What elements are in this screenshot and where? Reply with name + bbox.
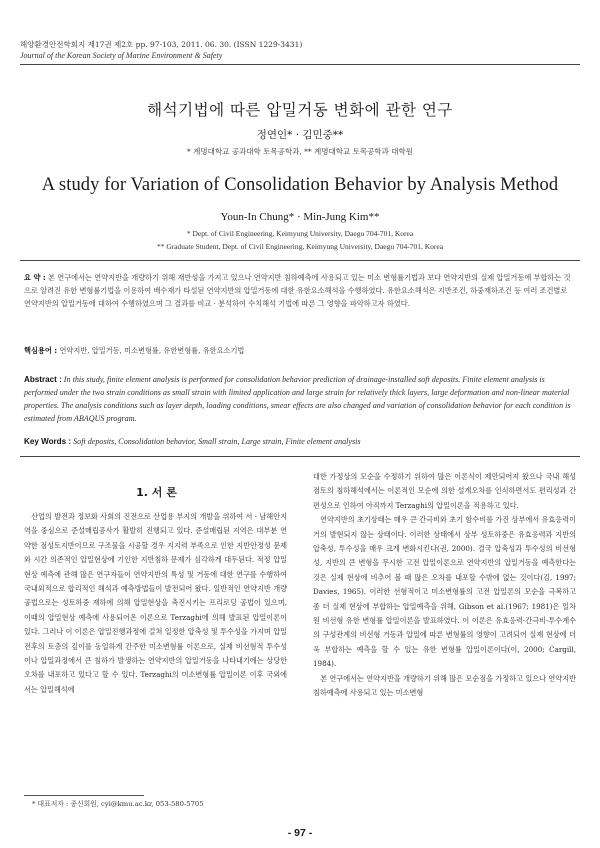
keywords-english-text: Soft deposits, Consolidation behavior, Small strain, Large strain, Finite element analysis [71,437,361,446]
abstract-top-rule [20,260,580,261]
footnote-rule [24,795,144,796]
journal-header-line2: Journal of the Korean Society of Marine Environment & Safety [20,50,223,60]
keywords-english [24,436,576,449]
page-number: - 97 - [287,827,313,839]
title-english: A study for Variation of Consolidation Behavior by Analysis Method [41,175,559,195]
abstract-english [24,373,576,425]
keywords-korean-label: 핵심용어 : [24,346,58,355]
authors-korean: 정연인* · 김민중** [256,129,344,141]
abstract-korean-label: 요 약 : [24,273,46,282]
affiliation-english-1: * Dept. of Civil Engineering, Keimyung University, Daegu 704-701, Korea [186,229,414,238]
abstract-english-label: Abstract : [24,375,62,384]
abstract-bottom-rule [20,456,580,457]
journal-header [20,40,302,61]
title-korean: 해석기법에 따른 압밀거동 변화에 관한 연구 [147,101,453,119]
abstract-english-text: In this study, finite element analysis is performed for consolidation behavior prediction of drainage-installed soft deposits. Finite element analysis is performed under the two strain conditions as small strain with limited application and large strain for relatively thick layers, large deformation and non-linear material properties. The analysis conditions such as layer depth, loading conditions, smear effects are also changed and variation of consolidation behavior for each condition is estimated from ABAQUS program. [24,375,571,423]
abstract-korean-text: 본 연구에서는 연약지반을 개량하기 위해 재반성을 가지고 있으나 연약지반 침하예측에 사용되고 있는 미소 변형률기법과 보다 연약지반의 실제 압밀거동에 부합하는 것으로 알려진 유한 변형률기법을 이용하여 배수재가 타설된 연약지반의 압밀거동에 대한 유한요소해석을 수행하였다. 유한요소해석은 지반조건, 하중재하조건 등 여러 조건별로 연약지반의 압밀거동에 대하여 수행하였으며 그 결과를 비교 · 분석하여 수치해석 기법에 따른 그 영향을 파악하고자 하였다. [24,273,571,308]
footnote-corresponding-author: * 대표저자 : 종신회원, cyi@kmu.ac.kr, 053-580-5705 [32,800,204,808]
keywords-korean-text: 연약지반, 압밀거동, 미소변형률, 유한변형률, 유한요소기법 [57,346,245,355]
right-paragraph-3: 본 연구에서는 연약지반을 개량하기 위해 많은 모순점을 가정하고 있으나 연약지반 침하예측에 사용되고 있는 미소변형 [313,673,576,698]
journal-header-line1: 해양환경안전학회지 제17권 제2호 pp. 97-103, 2011. 06. 30. (ISSN 1229-3431) [20,40,303,49]
body-column-left [24,510,287,697]
body-column-right [313,470,576,701]
section-heading-introduction: 1. 서 론 [136,486,177,499]
right-paragraph-2: 연약지반의 초기상태는 매우 큰 간극비와 초기 함수비를 가진 상부에서 유효응력이 거의 발현되지 않는 상태이다. 이러한 상태에서 상부 성토하중은 유효응력과 지반의 압축성, 투수성을 매우 크게 변화시킨다(권, 2000). 결국 압축성과 투수성의 비선형성, 지반의 큰 변형을 무시한 고전 압밀이론으로 연약지반의 압밀거동을 예측한다는 것은 실제 현상에 비추어 볼 때 많은 오차를 내포할 수밖에 없는 것이다(김, 1997; Davies, 1965). 이러한 선형적이고 미소변형률의 고전 압밀론의 모순을 극복하고 좀 더 실제 현상에 부합하는 압밀예측을 위해, Gibson et al.(1967; 1981)은 일차원 비선형 유한 변형률 압밀이론을 발표하였다. 이 이론은 유효응력-간극비-투수계수의 구성관계의 비선형 거동과 압밀에 따른 변형률의 영향이 고려되어 실제 현상에 더욱 부합하는 예측을 할 수 있는 유한 변형률 압밀이론이다(이, 2000; Cargill, 1984). [313,515,576,669]
right-paragraph-1: 대한 가정상의 모순을 수정하기 위하여 많은 이론식이 제안되어져 왔으나 국내 해성점토의 침하해석에서는 이론적인 모순에 의한 설계오차를 인식하면서도 편리성과 간편성으로 인하여 아직까지 Terzaghi의 압밀이론을 적용하고 있다. [313,472,576,510]
keywords-english-label: Key Words : [24,437,72,446]
authors-english: Youn-In Chung* · Min-Jung Kim** [220,211,380,223]
abstract-korean [24,272,576,310]
affiliation-korean: * 계명대학교 공과대학 토목공학과, ** 계명대학교 토목공학과 대학원 [187,147,413,156]
header-rule [20,64,580,65]
left-paragraph-1: 산업의 발전과 정보화 사회의 진전으로 산업용 부지의 개발을 위하여 서 · 남해안지역을 중심으로 준설매립공사가 활발히 진행되고 있다. 준설매립된 지역은 대부분 연약한 점성토지반이므로 구조물을 시공할 경우 지지력 부족으로 인한 지반안정성 문제와 시간 의존적인 압밀현상에 기인한 지반침하 문제가 심각하게 대두된다. 적정 압밀현상 예측에 관해 많은 연구자들이 연약지반의 특성 및 거동에 대한 연구를 수행하여 국내외적으로 합리적인 해석과 예측방법들이 발전되어 왔다. 일반적인 연약지반 개량공법으로는 성토하중 재하에 의해 압밀현상을 촉진시키는 프리로딩 공법이 있으며, 이때의 압밀현상 예측에 사용되어온 이론으로 Terzaghi에 의해 발표된 압밀이론이 있다. 그러나 이 이론은 압밀진행과정에 걸쳐 일정한 압축성 및 투수성을 가지며 압밀전후의 토층의 깊이를 동일하게 간주한 미소변형률 이론으로, 실제 비선형적 투수성이나 압밀과정에서 큰 침하가 발생하는 연약지반의 압밀거동을 나타내기에는 상당한 오차를 내포하고 있다고 할 수 있다. Terzaghi의 미소변형률 압밀이론 이후 국외에서는 압밀해석에 [24,512,287,694]
affiliation-english-2: ** Graduate Student, Dept. of Civil Engineering, Keimyung University, Daegu 704-701, Korea [156,242,444,251]
keywords-korean [24,345,576,358]
